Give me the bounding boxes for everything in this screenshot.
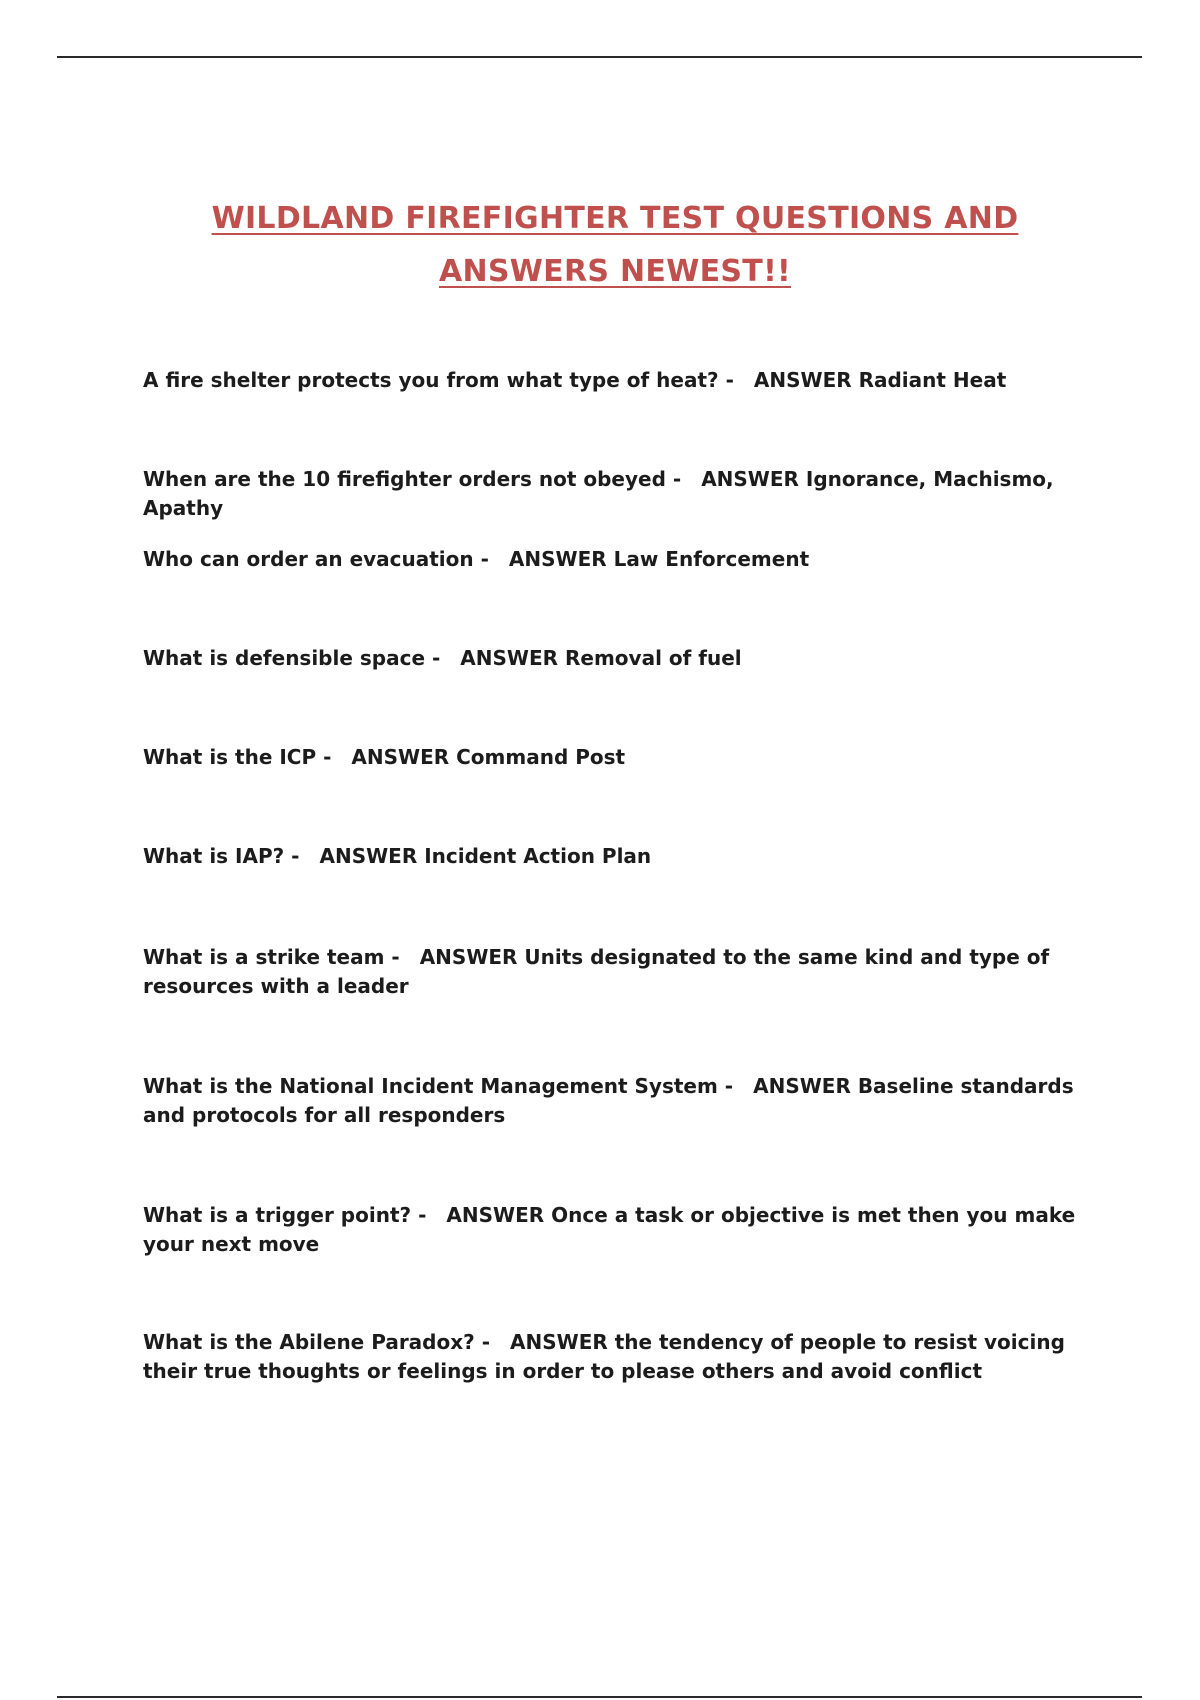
title-line-1: WILDLAND FIREFIGHTER TEST QUESTIONS AND [211,201,1019,236]
question-text: What is IAP? - [143,844,300,868]
qa-item-6 [143,842,1093,871]
question-text: Who can order an evacuation - [143,547,489,571]
qa-item-5 [143,743,1093,772]
qa-item-4 [143,644,1093,673]
answer-text: ANSWER Removal of fuel [460,646,742,670]
title-line-2: ANSWERS NEWEST!! [438,254,792,289]
answer-text: ANSWER Command Post [351,745,626,769]
qa-item-8 [143,1072,1093,1130]
question-text: What is a trigger point? - [143,1203,427,1227]
qa-item-10 [143,1328,1093,1386]
qa-item-3 [143,545,1093,574]
question-text: What is the National Incident Management System - [143,1074,734,1098]
question-text: What is a strike team - [143,945,400,969]
document-title [120,192,1110,298]
answer-text: ANSWER Units designated to the same kind and type of resources with a leader [143,945,1050,998]
answer-text: ANSWER Incident Action Plan [319,844,652,868]
answer-text: ANSWER Radiant Heat [753,368,1007,392]
question-text: What is the ICP - [143,745,332,769]
top-rule [57,56,1142,58]
answer-text: ANSWER Baseline standards and protocols for all responders [143,1074,1074,1127]
answer-text: ANSWER Law Enforcement [508,547,810,571]
answer-text: ANSWER the tendency of people to resist voicing their true thoughts or feelings in order to please others and avoid conflict [143,1330,1065,1383]
question-text: A fire shelter protects you from what type of heat? - [143,368,734,392]
question-text: When are the 10 firefighter orders not obeyed - [143,467,682,491]
answer-text: ANSWER Once a task or objective is met then you make your next move [143,1203,1076,1256]
qa-item-2 [143,465,1093,523]
qa-item-7 [143,943,1093,1001]
qa-item-9 [143,1201,1093,1259]
bottom-rule [57,1696,1142,1698]
question-text: What is the Abilene Paradox? - [143,1330,491,1354]
answer-text: ANSWER Ignorance, Machismo, Apathy [143,467,1054,520]
question-text: What is defensible space - [143,646,441,670]
qa-item-1 [143,366,1093,395]
